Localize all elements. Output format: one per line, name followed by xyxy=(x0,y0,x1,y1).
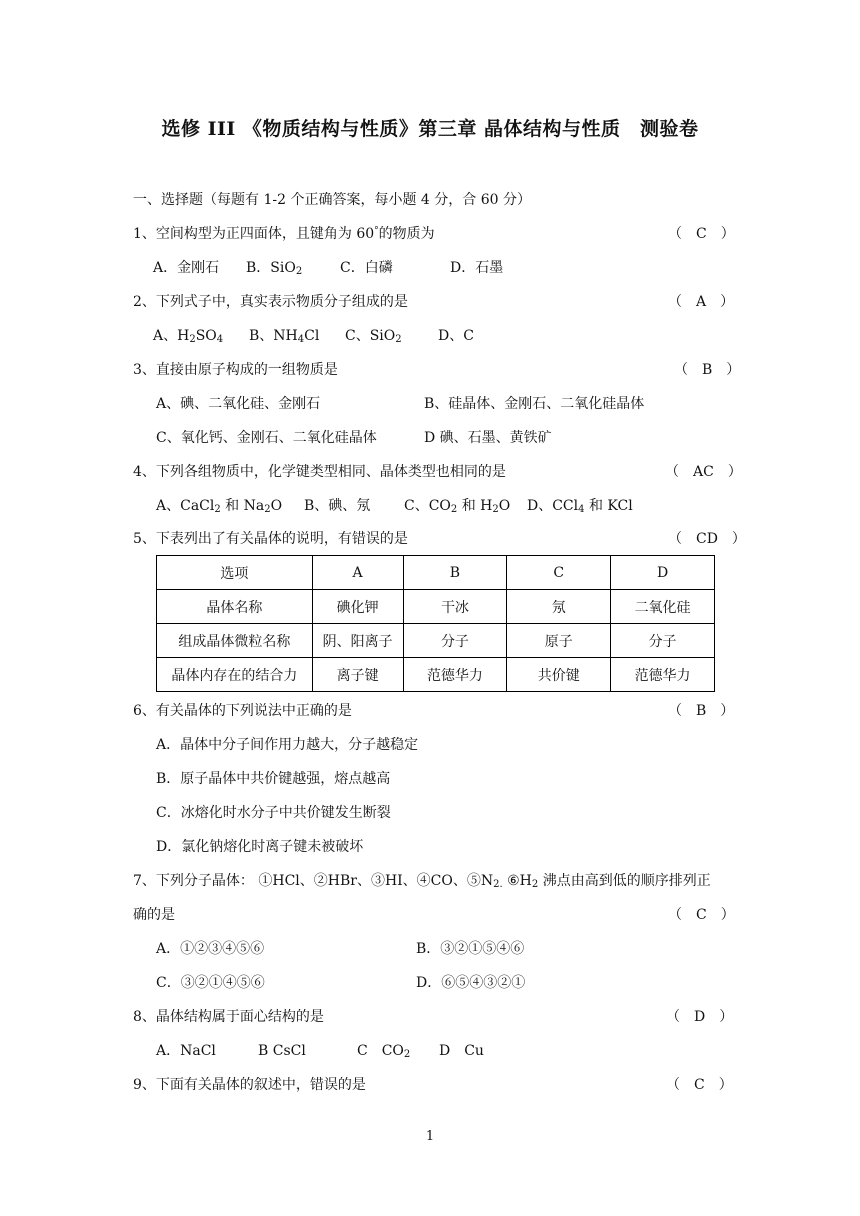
table-cell: 二氧化硅 xyxy=(611,590,715,624)
table-cell: 碘化钾 xyxy=(312,590,403,624)
subscript: 2 xyxy=(295,266,303,277)
table-cell: 范德华力 xyxy=(403,658,507,692)
question-7-option-c: C．③②①④⑤⑥ xyxy=(156,975,265,991)
stem-text: ⑥H xyxy=(502,873,532,889)
question-8-option-c xyxy=(357,1041,410,1061)
table-cell: D xyxy=(611,556,715,590)
option-text: D、CCl xyxy=(527,498,579,514)
question-7-answer: （ C ） xyxy=(668,907,735,923)
question-1-answer: （ C ） xyxy=(668,226,735,242)
question-3-option-b: B、硅晶体、金刚石、二氧化硅晶体 xyxy=(424,396,645,412)
question-6-answer: （ B ） xyxy=(668,703,735,719)
table-cell: 氖 xyxy=(507,590,611,624)
question-4-stem: 4、下列各组物质中，化学键类型相同、晶体类型也相同的是 xyxy=(133,464,506,480)
table-cell: C xyxy=(507,556,611,590)
page-number: 1 xyxy=(425,1129,435,1144)
question-3-option-d: D 碘、石墨、黄铁矿 xyxy=(424,430,552,446)
subscript: 2 xyxy=(492,504,499,515)
question-8-option-b: B CsCl xyxy=(258,1043,306,1059)
question-5-stem: 5、下表列出了有关晶体的说明，有错误的是 xyxy=(133,531,408,547)
question-2-option-a xyxy=(153,326,223,346)
question-4-option-d xyxy=(527,496,633,516)
question-1-option-a: A．金刚石 xyxy=(153,260,220,276)
stem-text: 沸点由高到低的顺序排列正 xyxy=(538,873,711,889)
subscript: 2 xyxy=(395,334,402,345)
question-2-option-d: D、C xyxy=(438,328,474,344)
page-title: 选修 III 《物质结构与性质》第三章 晶体结构与性质 测验卷 xyxy=(161,118,699,140)
question-1-stem-text-end: 的物质为 xyxy=(378,226,435,242)
option-text: 和 KCl xyxy=(584,498,633,514)
table-cell: 组成晶体微粒名称 xyxy=(157,624,313,658)
table-cell: 干冰 xyxy=(403,590,507,624)
table-cell: 晶体名称 xyxy=(157,590,313,624)
table-row xyxy=(157,658,715,692)
table-cell: 离子键 xyxy=(312,658,403,692)
option-text: SO xyxy=(195,328,217,344)
subscript: 2 xyxy=(189,334,196,345)
question-3-stem: 3、直接由原子构成的一组物质是 xyxy=(133,362,338,378)
question-1-option-d: D．石墨 xyxy=(450,260,504,276)
question-1-option-b xyxy=(246,258,302,278)
table-row xyxy=(157,556,715,590)
question-2-option-b xyxy=(249,326,319,346)
subscript: 2 xyxy=(450,504,458,515)
subscript: 2 xyxy=(531,879,539,890)
question-6-option-d: D．氯化钠熔化时离子键未被破坏 xyxy=(156,839,364,855)
subscript: 4 xyxy=(297,334,305,345)
table-cell: 阴、阳离子 xyxy=(312,624,403,658)
question-6-option-b: B．原子晶体中共价键越强，熔点越高 xyxy=(156,771,391,787)
question-2-option-c xyxy=(345,326,402,346)
question-3-answer: （ B ） xyxy=(674,362,741,378)
question-8-option-a: A．NaCl xyxy=(156,1043,216,1059)
option-text: A、H xyxy=(153,328,190,344)
question-4-answer: （ AC ） xyxy=(665,464,742,480)
question-7-option-b: B．③②①⑤④⑥ xyxy=(416,941,525,957)
option-text: C、CO xyxy=(404,498,451,514)
question-1-option-c: C．白磷 xyxy=(340,260,393,276)
stem-text: 7、下列分子晶体： ①HCl、②HBr、③HI、④CO、⑤N xyxy=(133,873,494,889)
question-6-option-a: A．晶体中分子间作用力越大，分子越稳定 xyxy=(156,737,419,753)
question-4-option-a xyxy=(156,496,282,516)
question-4-option-c xyxy=(404,496,510,516)
question-2-stem: 2、下列式子中，真实表示物质分子组成的是 xyxy=(133,294,408,310)
option-text: 和 H xyxy=(457,498,493,514)
question-7-option-d: D．⑥⑤④③②① xyxy=(416,975,526,991)
question-9-stem: 9、下面有关晶体的叙述中，错误的是 xyxy=(133,1077,366,1093)
table-cell: A xyxy=(312,556,403,590)
question-3-option-a: A、碘、二氧化硅、金刚石 xyxy=(156,396,321,412)
option-text: B、NH xyxy=(249,328,298,344)
question-4-option-b: B、碘、氖 xyxy=(304,498,371,514)
table-cell: B xyxy=(403,556,507,590)
table-row xyxy=(157,590,715,624)
question-7-option-a: A．①②③④⑤⑥ xyxy=(156,941,265,957)
question-8-answer: （ D ） xyxy=(666,1009,734,1025)
table-cell: 晶体内存在的结合力 xyxy=(157,658,313,692)
question-7-stem-line2: 确的是 xyxy=(133,907,175,923)
subscript: 2. xyxy=(493,879,503,890)
question-9-answer: （ C ） xyxy=(666,1077,733,1093)
question-3-option-c: C、氧化钙、金刚石、二氧化硅晶体 xyxy=(156,430,377,446)
option-text: O xyxy=(498,498,511,514)
question-8-stem: 8、晶体结构属于面心结构的是 xyxy=(133,1009,324,1025)
subscript: 4 xyxy=(216,334,224,345)
section-heading: 一、选择题（每题有 1-2 个正确答案，每小题 4 分，合 60 分） xyxy=(133,192,531,208)
question-5-answer: （ CD ） xyxy=(668,531,746,547)
option-text: 和 Na xyxy=(220,498,265,514)
table-cell: 共价键 xyxy=(507,658,611,692)
question-8-option-d: D Cu xyxy=(439,1043,484,1059)
option-text: O xyxy=(270,498,283,514)
option-text: Cl xyxy=(304,328,320,344)
question-7-stem xyxy=(133,871,711,891)
subscript: 2 xyxy=(264,504,271,515)
option-text: C CO xyxy=(357,1043,404,1059)
table-cell: 范德华力 xyxy=(611,658,715,692)
question-6-stem: 6、有关晶体的下列说法中正确的是 xyxy=(133,703,352,719)
crystal-info-table xyxy=(156,555,715,692)
subscript: 2 xyxy=(403,1049,411,1060)
subscript: 4 xyxy=(578,504,585,515)
table-cell: 原子 xyxy=(507,624,611,658)
option-text: C、SiO xyxy=(345,328,396,344)
degree-mark: ° xyxy=(374,226,379,236)
question-2-answer: （ A ） xyxy=(668,294,735,310)
table-cell: 分子 xyxy=(403,624,507,658)
question-6-option-c: C．冰熔化时水分子中共价键发生断裂 xyxy=(156,805,391,821)
option-b-text: B．SiO xyxy=(246,260,296,276)
question-1-stem xyxy=(133,224,435,244)
table-cell: 分子 xyxy=(611,624,715,658)
subscript: 2 xyxy=(214,504,221,515)
table-row xyxy=(157,624,715,658)
table-cell: 选项 xyxy=(157,556,313,590)
option-text: A、CaCl xyxy=(156,498,215,514)
question-1-stem-text: 1、空间构型为正四面体，且键角为 60 xyxy=(133,226,375,242)
